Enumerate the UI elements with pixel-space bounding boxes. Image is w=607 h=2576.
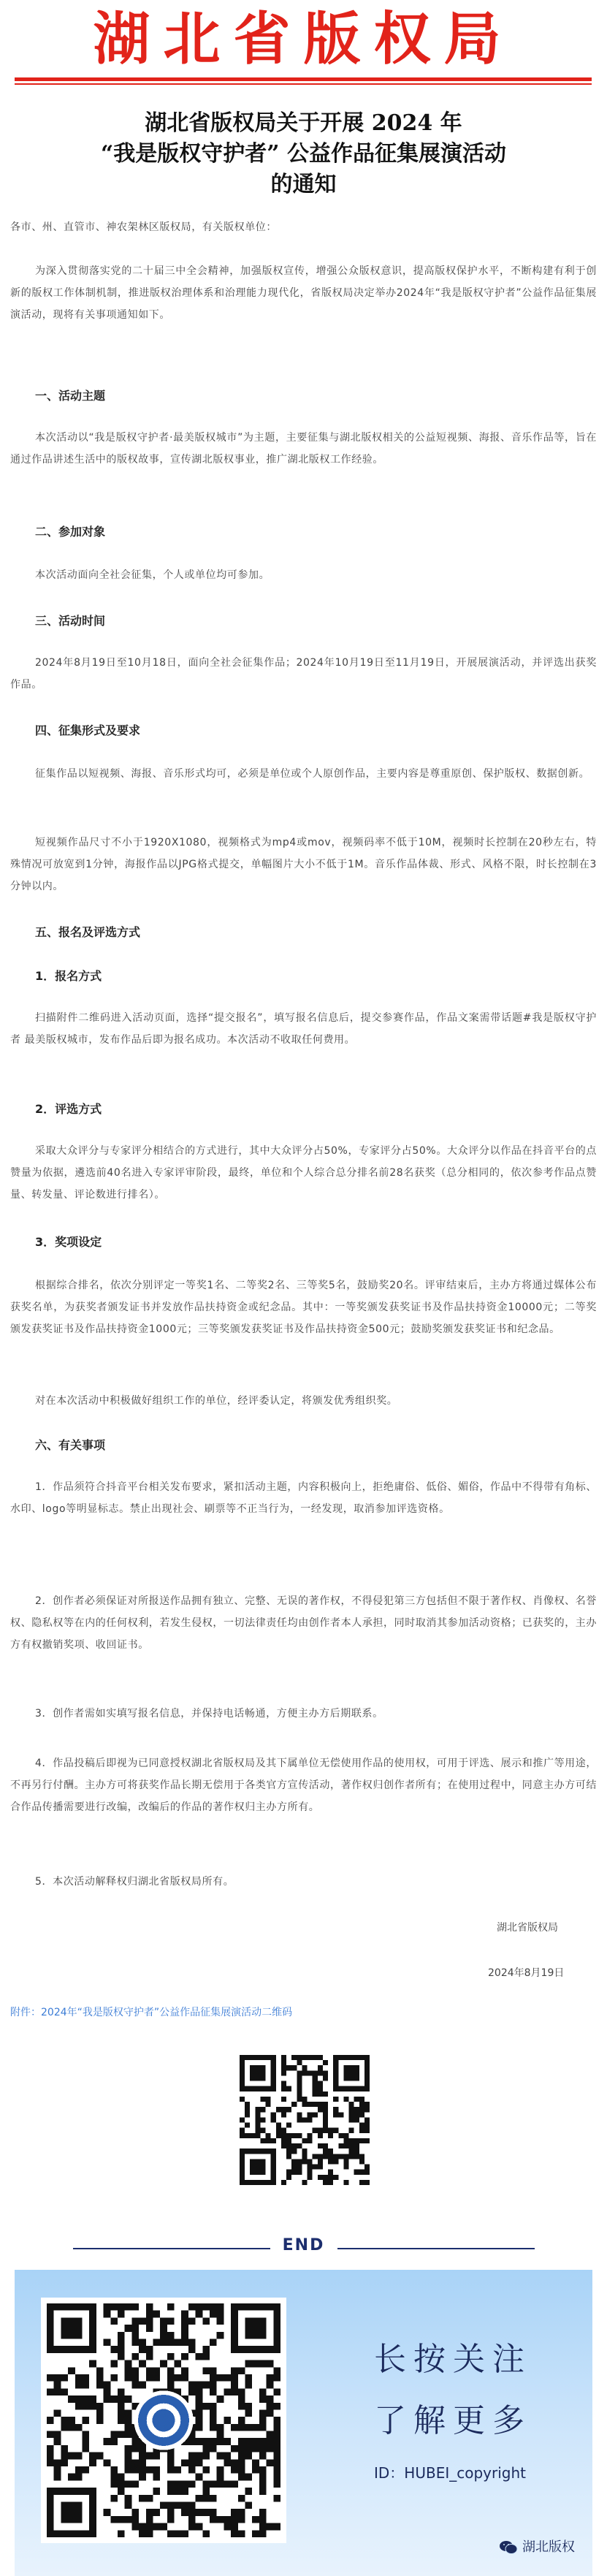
section-1-body: 本次活动以“我是版权守护者·最美版权城市”为主题，主要征集与湖北版权相关的公益短视频、海报、音乐作品等，旨在通过作品讲述生活中的版权故事，宣传湖北版权事业，推广湖北版权工作经验。 <box>10 432 597 466</box>
end-divider-right <box>337 2248 535 2249</box>
intro-paragraph: 为深入贯彻落实党的二十届三中全会精神，加强版权宣传，增强公众版权意识，提高版权保护水平，不断构建有利于创新的版权工作体制机制，推进版权治理体系和治理能力现代化，省版权局决定举办2024年“我是版权守护者”公益作品征集展演活动，现将有关事项通知如下。 <box>10 265 597 321</box>
section-6-item-2: 2．创作者必须保证对所报送作品拥有独立、完整、无误的著作权，不得侵犯第三方包括但不限于著作权、肖像权、名誉权、隐私权等在内的任何权利，若发生侵权，一切法律责任均由创作者本人承担，同时取消其参加活动资格；已获奖的，主办方有权撤销奖项、收回证书。 <box>10 1595 597 1651</box>
section-5-1-body: 扫描附件二维码进入活动页面，选择“提交报名”，填写报名信息后，提交参赛作品，作品文案需带话题#我是版权守护者 最美版权城市，发布作品后即为报名成功。本次活动不收取任何费用。 <box>10 1012 597 1046</box>
masthead-title: 湖北省版权局 <box>93 6 514 72</box>
masthead-rule-thin <box>15 83 592 85</box>
section-2-body: 本次活动面向全社会征集，个人或单位均可参加。 <box>35 569 270 581</box>
wechat-icon <box>499 2540 518 2555</box>
section-5-3-body-2: 对在本次活动中积极做好组织工作的单位，经评委认定，将颁发优秀组织奖。 <box>35 1395 398 1407</box>
doc-title-line-1: 湖北省版权局关于开展 2024 年 <box>145 110 462 136</box>
section-3-body: 2024年8月19日至10月18日，面向全社会征集作品；2024年10月19日至11月19日，开展展演活动，并评选出获奖作品。 <box>10 657 597 691</box>
follow-slogan-1: 长按关注 <box>374 2341 532 2378</box>
signature-org: 湖北省版权局 <box>497 1922 558 1934</box>
watermark-text: 湖北版权 <box>522 2539 575 2555</box>
masthead-rule-thick <box>15 77 592 81</box>
section-5-2-heading: 2．评选方式 <box>35 1102 102 1116</box>
signature-date: 2024年8月19日 <box>488 1967 565 1979</box>
attachment-link[interactable]: 附件：2024年“我是版权守护者”公益作品征集展演活动二维码 <box>10 2007 293 2018</box>
section-5-1-heading: 1．报名方式 <box>35 969 102 983</box>
section-1-heading: 一、活动主题 <box>35 389 106 403</box>
section-4-body-1: 征集作品以短视频、海报、音乐形式均可，必须是单位或个人原创作品，主要内容是尊重原创、保护版权、数据创新。 <box>35 768 590 780</box>
section-4-body-2: 短视频作品尺寸不小于1920X1080，视频格式为mp4或mov，视频码率不低于10M，视频时长控制在20秒左右，特殊情况可放宽到1分钟，海报作品以JPG格式提交，单幅图片大小不低于1M。音乐作品体裁、形式、风格不限，时长控制在3分钟以内。 <box>10 837 597 892</box>
doc-title-line-3: 的通知 <box>270 172 337 197</box>
section-5-2-body: 采取大众评分与专家评分相结合的方式进行，其中大众评分占50%，专家评分占50%。大众评分以作品在抖音平台的点赞量为依据，遴选前40名进入专家评审阶段，最终，单位和个人综合总分排名前28名获奖（总分相同的，依次参考作品点赞量、转发量、评论数进行排名）。 <box>10 1145 597 1201</box>
account-id: ID：HUBEI_copyright <box>374 2464 526 2482</box>
section-6-heading: 六、有关事项 <box>35 1438 106 1452</box>
follow-banner <box>15 2270 592 2576</box>
section-2-heading: 二、参加对象 <box>35 525 106 539</box>
section-4-heading: 四、征集形式及要求 <box>35 723 141 737</box>
section-5-heading: 五、报名及评选方式 <box>35 925 141 939</box>
section-6-item-4: 4．作品投稿后即视为已同意授权湖北省版权局及其下属单位无偿使用作品的使用权，可用于评选、展示和推广等用途，不再另行付酬。主办方可将获奖作品长期无偿用于各类官方宣传活动，著作权归创作者所有；在使用过程中，同意主办方可结合作品传播需要进行改编，改编后的作品的著作权归主办方所有。 <box>10 1758 597 1813</box>
doc-title-line-2: “我是版权守护者” 公益作品征集展演活动 <box>101 141 506 167</box>
qr-code-large <box>41 2298 286 2543</box>
follow-slogan-2: 了解更多 <box>374 2402 532 2439</box>
watermark <box>499 2537 575 2556</box>
salutation: 各市、州、直管市、神农架林区版权局，有关版权单位： <box>10 221 277 233</box>
section-6-item-3: 3．创作者需如实填写报名信息，并保持电话畅通，方便主办方后期联系。 <box>35 1708 383 1720</box>
section-6-item-5: 5．本次活动解释权归湖北省版权局所有。 <box>35 1876 234 1888</box>
masthead <box>0 0 607 89</box>
section-5-3-heading: 3．奖项设定 <box>35 1235 102 1249</box>
qr-code-small <box>240 2055 370 2185</box>
section-6-item-1: 1．作品须符合抖音平台相关发布要求，紧扣活动主题，内容积极向上，拒绝庸俗、低俗、媚俗，作品中不得带有角标、水印、logo等明显标志。禁止出现社会、刷票等不正当行为，一经发现，取消参加评选资格。 <box>10 1481 597 1515</box>
section-5-3-body: 根据综合排名，依次分别评定一等奖1名、二等奖2名、三等奖5名，鼓励奖20名。评审结束后，主办方将通过媒体公布获奖名单，为获奖者颁发证书并发放作品扶持资金或纪念品。其中：一等奖颁发获奖证书及作品扶持资金10000元；二等奖颁发获奖证书及作品扶持资金1000元；三等奖颁发获奖证书及作品扶持资金500元；鼓励奖颁发获奖证书和纪念品。 <box>10 1280 597 1335</box>
section-3-heading: 三、活动时间 <box>35 614 106 628</box>
end-label: END <box>282 2236 325 2254</box>
